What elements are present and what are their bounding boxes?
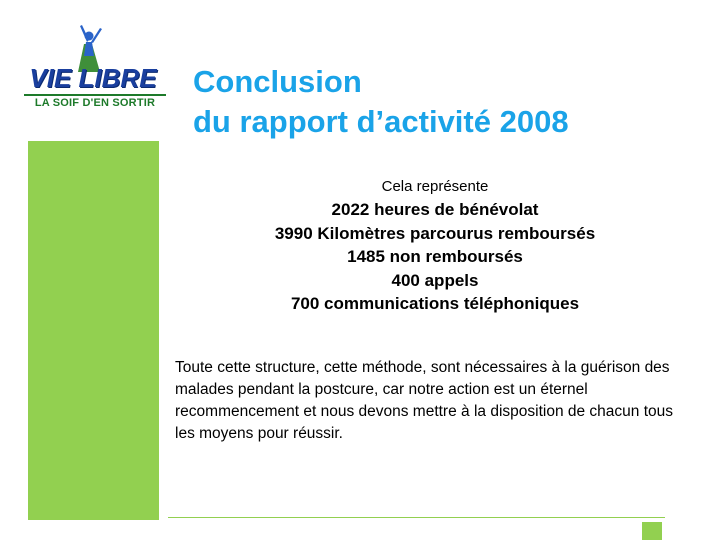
title-line-1: Conclusion (193, 64, 362, 99)
stat-volunteer-hours: 2022 heures de bénévolat (331, 200, 539, 219)
slide-title (193, 62, 703, 142)
logo-name: VIE LIBRE (29, 63, 157, 93)
corner-green-square (642, 522, 662, 540)
conclusion-paragraph: Toute cette structure, cette méthode, sont nécessaires à la guérison des malades pendant la postcure, car notre action est un éternel recommencement et nous devons mettre à la disposition de chacun tous les moyens pour réussir. (175, 359, 673, 442)
stat-calls: 400 appels (391, 270, 479, 290)
stat-km-reimbursed: 3990 Kilomètres parcourus remboursés (274, 223, 596, 243)
green-side-bar (28, 141, 159, 520)
title-line-2: du rapport d’activité 2008 (193, 104, 569, 139)
logo-tagline: LA SOIF D'EN SORTIR (24, 94, 166, 110)
stats-intro: Cela représente (381, 178, 489, 195)
stat-km-not-reimbursed: 1485 non remboursés (347, 247, 523, 266)
stat-phone-communications: 700 communications téléphoniques (290, 294, 580, 313)
bottom-divider (168, 517, 665, 518)
statistics-block (200, 176, 670, 316)
vie-libre-logo (18, 22, 168, 114)
